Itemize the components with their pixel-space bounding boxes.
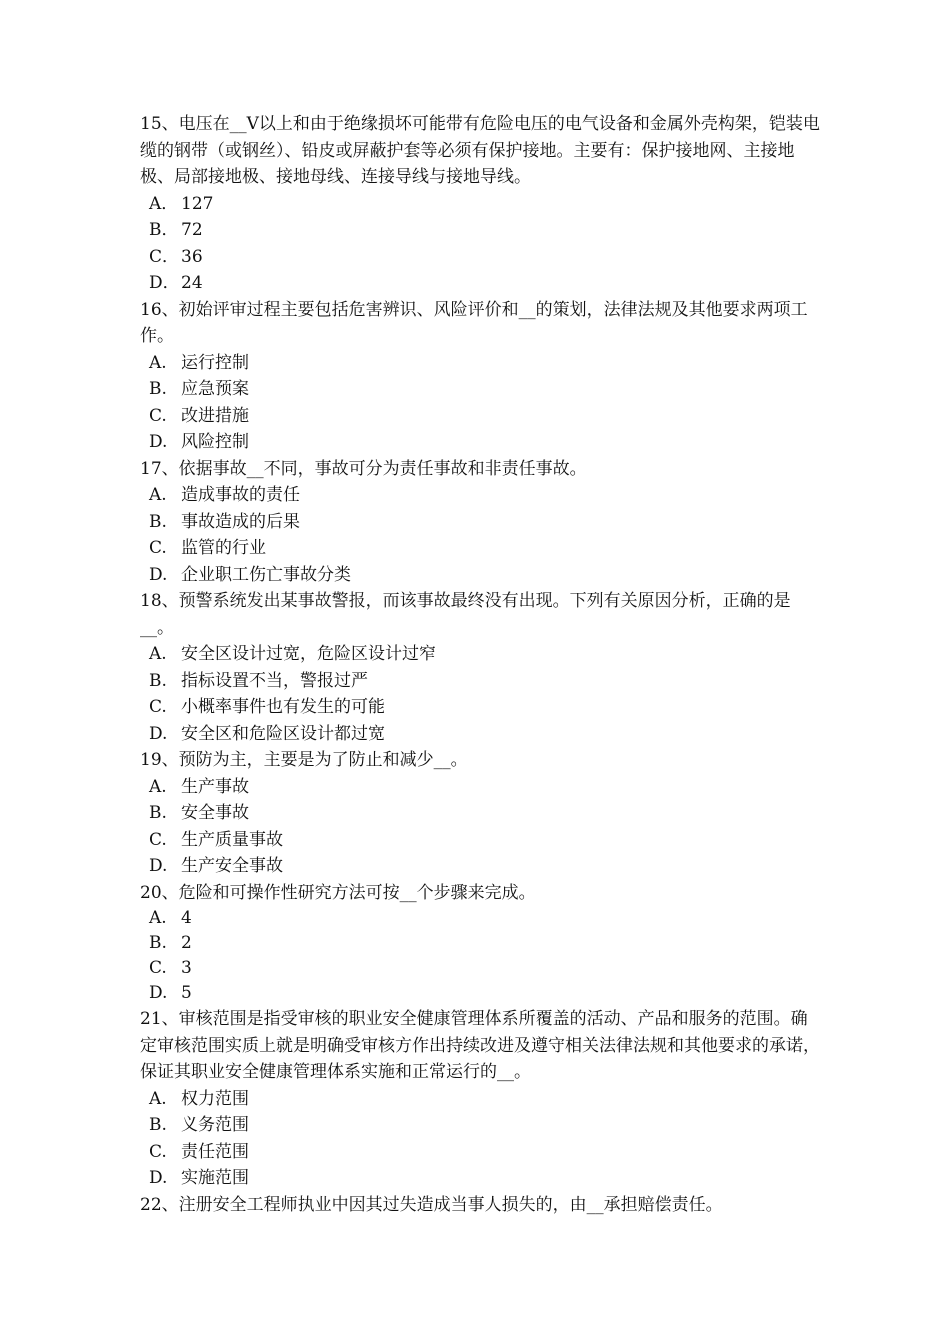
option-text: 事故造成的后果 <box>181 511 300 532</box>
option-letter: D. <box>149 723 168 744</box>
option-text: 生产事故 <box>181 776 249 797</box>
question-block <box>140 1192 820 1219</box>
question-block <box>140 1006 820 1192</box>
option-text: 造成事故的责任 <box>181 485 300 505</box>
option-letter: C. <box>149 829 167 850</box>
option-text: 改进措施 <box>181 405 249 426</box>
option-letter: A. <box>149 352 167 373</box>
option-text: 义务范围 <box>181 1115 249 1135</box>
option-item <box>140 191 820 218</box>
option-text: 小概率事件也有发生的可能 <box>181 697 385 717</box>
option-item <box>140 244 820 271</box>
option-text: 监管的行业 <box>181 538 266 558</box>
option-text: 生产质量事故 <box>181 829 283 850</box>
option-letter: D. <box>149 856 168 876</box>
option-letter: D. <box>149 1168 168 1188</box>
option-text: 权力范围 <box>181 1088 249 1109</box>
question-block <box>140 456 820 589</box>
option-text: 72 <box>181 220 203 240</box>
option-text: 36 <box>181 246 203 267</box>
question-text: 21、审核范围是指受审核的职业安全健康管理体系所覆盖的活动、产品和服务的范围。确定审核范围实质上就是明确受审核方作出持续改进及遵守相关法律法规和其他要求的承诺，保证其职业安全健康管理体系实施和正常运行的__。 <box>140 1009 820 1082</box>
option-text: 应急预案 <box>181 379 249 399</box>
option-text: 运行控制 <box>181 352 249 373</box>
question-text: 17、依据事故__不同，事故可分为责任事故和非责任事故。 <box>140 458 587 479</box>
option-letter: B. <box>149 670 167 691</box>
option-item <box>140 350 820 377</box>
option-item <box>140 721 820 748</box>
option-item <box>140 981 820 1006</box>
question-block <box>140 588 820 747</box>
option-item <box>140 376 820 403</box>
option-letter: B. <box>149 933 167 953</box>
option-text: 3 <box>181 958 192 978</box>
option-list <box>140 774 820 880</box>
option-text: 安全区和危险区设计都过宽 <box>181 723 385 744</box>
option-letter: B. <box>149 1115 167 1135</box>
option-letter: C. <box>149 538 167 558</box>
option-item <box>140 535 820 562</box>
question-text: 19、预防为主，主要是为了防止和减少__。 <box>140 750 468 770</box>
option-item <box>140 482 820 509</box>
option-item <box>140 509 820 536</box>
option-list <box>140 906 820 1006</box>
question-text: 22、注册安全工程师执业中因其过失造成当事人损失的，由__承担赔偿责任。 <box>140 1194 723 1215</box>
option-list <box>140 1086 820 1192</box>
exam-document <box>140 111 820 1218</box>
option-letter: C． <box>149 246 180 267</box>
option-item <box>140 403 820 430</box>
option-letter: A. <box>149 908 167 928</box>
option-text: 4 <box>181 908 192 928</box>
option-letter: C. <box>149 958 167 978</box>
option-letter: A. <box>149 776 167 797</box>
option-item <box>140 1139 820 1166</box>
option-item <box>140 931 820 956</box>
option-text: 127 <box>181 193 214 214</box>
option-letter: C. <box>149 1141 167 1162</box>
option-item <box>140 774 820 801</box>
option-letter: A. <box>149 1088 167 1109</box>
option-text: 企业职工伤亡事故分类 <box>181 564 351 585</box>
option-item <box>140 827 820 854</box>
option-item <box>140 853 820 880</box>
option-list <box>140 482 820 588</box>
option-letter: B. <box>149 511 167 532</box>
question-text: 15、电压在__V以上和由于绝缘损坏可能带有危险电压的电气设备和金属外壳构架，铠装电缆的钢带（或钢丝）、铅皮或屏蔽护套等必须有保护接地。主要有：保护接地网、主接地极、局部接地极、接地母线、连接导线与接地导线。 <box>140 114 820 187</box>
option-item <box>140 1165 820 1192</box>
option-item <box>140 641 820 668</box>
option-item <box>140 906 820 931</box>
option-letter: D． <box>149 273 180 293</box>
option-item <box>140 429 820 456</box>
option-letter: D. <box>149 432 168 452</box>
option-text: 实施范围 <box>181 1168 249 1188</box>
question-block <box>140 297 820 456</box>
option-item <box>140 562 820 589</box>
option-letter: B. <box>149 803 167 823</box>
option-list <box>140 191 820 297</box>
option-letter: C. <box>149 697 167 717</box>
option-text: 生产安全事故 <box>181 856 283 876</box>
question-block <box>140 111 820 297</box>
option-text: 指标设置不当，警报过严 <box>181 670 368 691</box>
option-letter: B. <box>149 379 167 399</box>
option-letter: A． <box>149 193 179 214</box>
option-item <box>140 800 820 827</box>
option-item <box>140 1112 820 1139</box>
option-letter: A. <box>149 644 167 664</box>
option-letter: D. <box>149 564 168 585</box>
option-item <box>140 1086 820 1113</box>
question-text: 16、初始评审过程主要包括危害辨识、风险评价和__的策划，法律法规及其他要求两项工作。 <box>140 299 808 346</box>
option-text: 24 <box>181 273 203 293</box>
option-text: 安全事故 <box>181 803 249 823</box>
question-block <box>140 747 820 880</box>
option-item <box>140 694 820 721</box>
question-text: 20、危险和可操作性研究方法可按__个步骤来完成。 <box>140 882 536 903</box>
option-item <box>140 668 820 695</box>
option-item <box>140 270 820 297</box>
option-text: 5 <box>181 983 192 1003</box>
option-item <box>140 956 820 981</box>
option-letter: C. <box>149 405 167 426</box>
option-text: 安全区设计过宽，危险区设计过窄 <box>181 644 436 664</box>
option-text: 责任范围 <box>181 1141 249 1162</box>
option-text: 2 <box>181 933 192 953</box>
option-item <box>140 217 820 244</box>
option-text: 风险控制 <box>181 432 249 452</box>
question-block <box>140 880 820 1007</box>
question-text: 18、预警系统发出某事故警报，而该事故最终没有出现。下列有关原因分析，正确的是__。 <box>140 591 791 638</box>
option-letter: D. <box>149 983 168 1003</box>
option-letter: B． <box>149 220 179 240</box>
option-list <box>140 641 820 747</box>
option-letter: A. <box>149 485 167 505</box>
option-list <box>140 350 820 456</box>
